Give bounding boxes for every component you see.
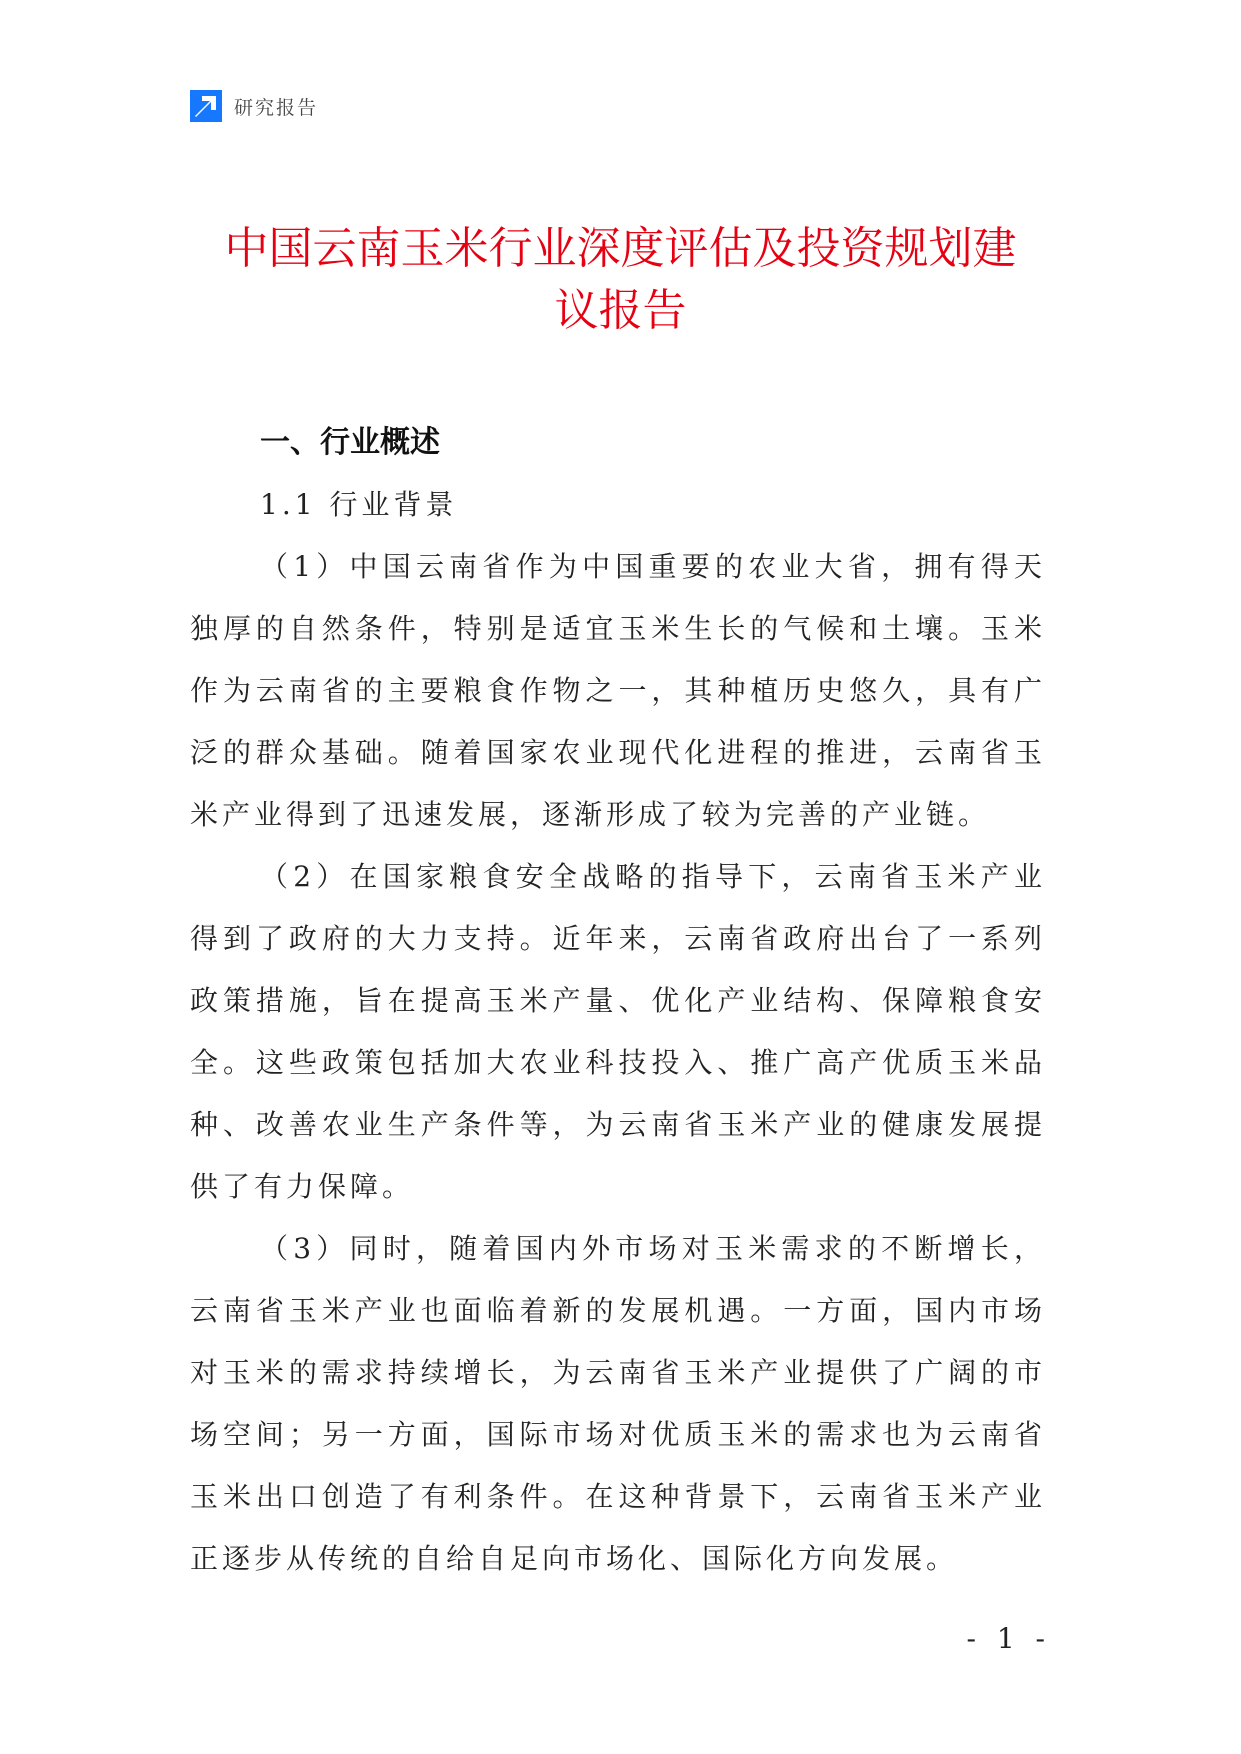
paragraph-3: （3）同时，随着国内外市场对玉米需求的不断增长，云南省玉米产业也面临着新的发展机遇。一方面，国内市场对玉米的需求持续增长，为云南省玉米产业提供了广阔的市场空间；另一方面，国际市场对优质玉米的需求也为云南省玉米出口创造了有利条件。在这种背景下，云南省玉米产业正逐步从传统的自给自足向市场化、国际化方向发展。 xyxy=(190,1232,1046,1575)
document-body xyxy=(190,412,1046,1590)
section-heading: 一、行业概述 xyxy=(260,425,440,460)
paragraph-2: （2）在国家粮食安全战略的指导下，云南省玉米产业得到了政府的大力支持。近年来，云南省政府出台了一系列政策措施，旨在提高玉米产量、优化产业结构、保障粮食安全。这些政策包括加大农业科技投入、推广高产优质玉米品种、改善农业生产条件等，为云南省玉米产业的健康发展提供了有力保障。 xyxy=(190,860,1046,1203)
document-title xyxy=(150,218,1091,342)
report-header xyxy=(190,90,318,122)
subsection-heading: 1.1 行业背景 xyxy=(260,488,458,521)
header-label: 研究报告 xyxy=(234,96,319,119)
title-line-2: 议报告 xyxy=(554,285,687,336)
paragraph-1: （1）中国云南省作为中国重要的农业大省，拥有得天独厚的自然条件，特别是适宜玉米生长的气候和土壤。玉米作为云南省的主要粮食作物之一，其种植历史悠久，具有广泛的群众基础。随着国家农业现代化进程的推进，云南省玉米产业得到了迅速发展，逐渐形成了较为完善的产业链。 xyxy=(190,550,1046,831)
arrow-logo-icon xyxy=(190,90,222,122)
page-number: - 1 - xyxy=(966,1622,1051,1655)
title-line-1: 中国云南玉米行业深度评估及投资规划建 xyxy=(224,223,1017,274)
